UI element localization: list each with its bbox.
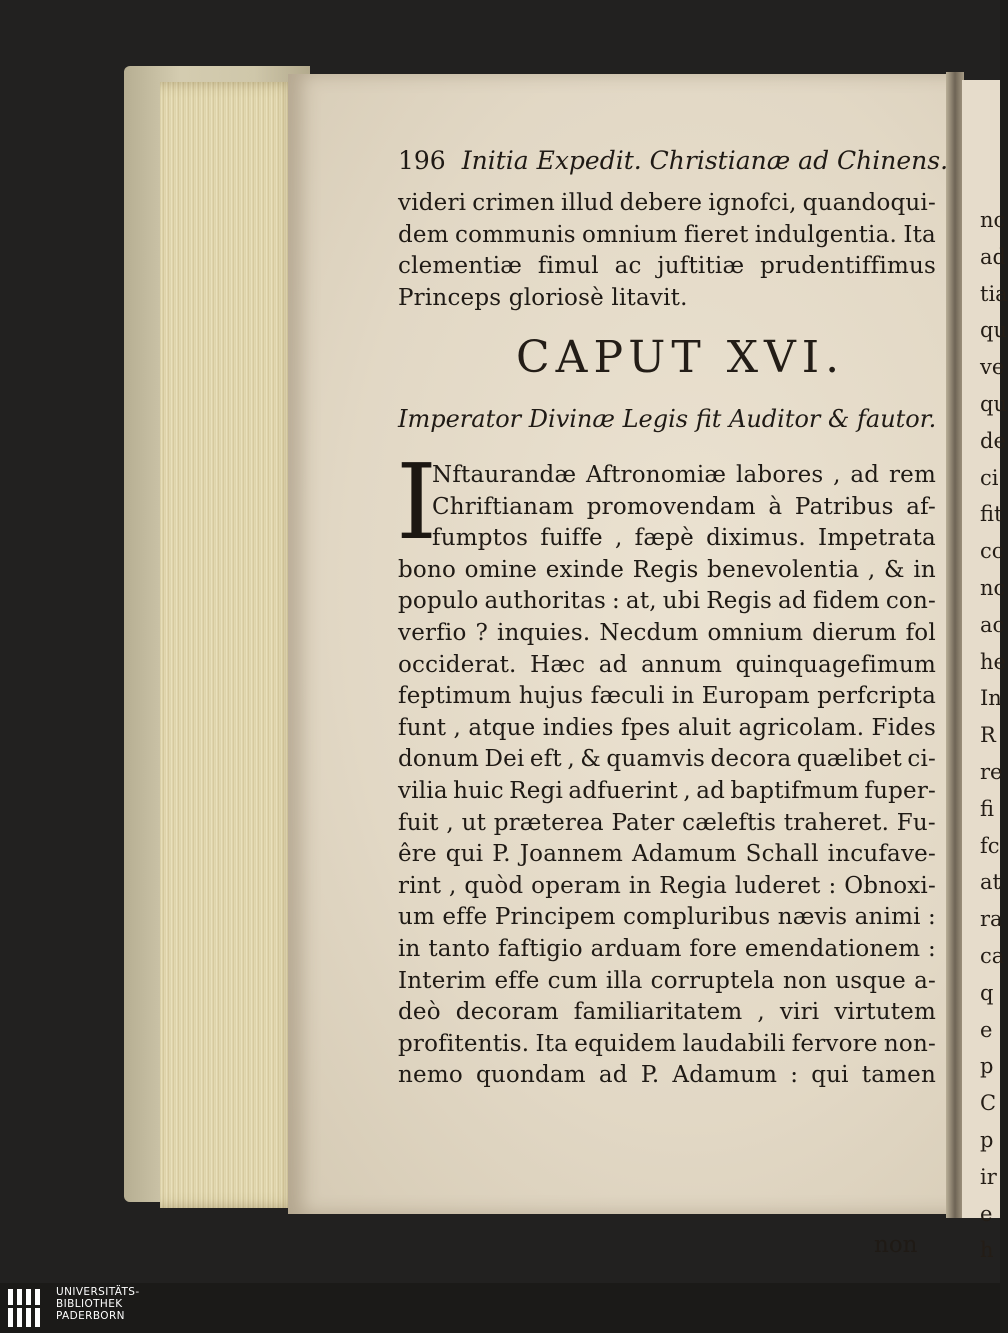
right-page: [962, 80, 1008, 1263]
right-page-fragment: p: [980, 1054, 994, 1079]
right-page-fragment: nc: [980, 576, 1006, 600]
right-page-fragment: ac: [980, 612, 1005, 637]
text-line: profitentis. Ita equidem laudabili fervore non-: [398, 1030, 936, 1057]
text-line: funt , atque indies fpes aluit agricolam. Fides: [398, 714, 936, 741]
text-line: um effe Principem compluribus nævis animi :: [398, 904, 936, 931]
library-name-line-3: PADERBORN: [56, 1310, 125, 1322]
right-page-fragment: ad: [980, 244, 1006, 269]
text-line: in tanto faftigio arduam fore emendationem :: [398, 936, 936, 962]
library-logo-icon: [8, 1287, 50, 1329]
right-page-fragment: de: [980, 428, 1006, 453]
right-page-fragment: tia: [980, 281, 1008, 306]
right-page-fragment: ci: [980, 465, 999, 490]
right-page-fragment: fit: [980, 502, 1003, 527]
text-line: rint , quòd operam in Regia luderet : Obnoxi-: [398, 872, 936, 899]
right-page-fragment: qu: [980, 392, 1007, 416]
chapter-title: CAPUT XVI.: [516, 332, 846, 383]
text-line: Nftaurandæ Aftronomiæ labores , ad rem: [432, 462, 936, 488]
right-page-fragment: p: [980, 1128, 994, 1152]
right-page-fragment: ca: [980, 944, 1005, 968]
text-line: clementiæ fimul ac juftitiæ prudentiffimus: [398, 253, 936, 279]
right-page-fragment: re: [980, 760, 1003, 784]
drop-capital: I: [396, 441, 438, 563]
text-line: bono omine exinde Regis benevolentia , & in: [398, 556, 936, 583]
catchword: non: [874, 1232, 918, 1258]
right-page-fragment: C: [980, 1091, 997, 1116]
page-header: [398, 146, 949, 175]
right-page-fragment: fi: [980, 796, 995, 821]
text-line: êre qui P. Joannem Adamum Schall incufave-: [398, 841, 936, 868]
right-page-fragment: ve: [980, 355, 1005, 380]
text-line: videri crimen illud debere ignofci, quandoqui-: [398, 190, 936, 216]
page-number: 196: [398, 146, 446, 175]
right-page-fragment: ir: [980, 1164, 997, 1189]
right-page-fragment: he: [980, 649, 1006, 674]
text-line: dem communis omnium fieret indulgentia. Ita: [398, 221, 936, 248]
text-line: donum Dei eft , & quamvis decora quælibet ci-: [398, 746, 936, 773]
page-edges: [160, 82, 300, 1208]
library-name-line-1: UNIVERSITÄTS-: [56, 1286, 140, 1298]
right-page-fragment: q: [980, 980, 994, 1005]
text-line: Chriftianam promovendam à Patribus af-: [432, 493, 936, 520]
library-name: [56, 1286, 140, 1322]
text-line: nemo quondam ad P. Adamum : qui tamen: [398, 1062, 936, 1089]
running-title: Initia Expedit. Christianæ ad Chinens.: [461, 146, 949, 175]
library-name-line-2: BIBLIOTHEK: [56, 1298, 123, 1310]
right-page-fragment: qu: [980, 318, 1007, 343]
right-page-fragment: e: [980, 1017, 993, 1042]
right-page-fragment: In: [980, 686, 1002, 711]
text-line: populo authoritas : at, ubi Regis ad fidem con-: [398, 588, 936, 615]
text-line: Interim effe cum illa corruptela non usque a-: [398, 967, 936, 994]
text-line: occiderat. Hæc ad annum quinquagefimum: [398, 651, 936, 678]
chapter-subtitle: Imperator Divinæ Legis fit Auditor & fautor.: [398, 405, 937, 433]
footer-bar: [0, 1283, 1000, 1333]
right-page-fragment: R: [980, 723, 996, 748]
text-line: fumptos fuiffe , fæpè diximus. Impetrata: [432, 525, 936, 552]
right-page-fragment: nc: [980, 208, 1006, 232]
text-line: deò decoram familiaritatem , viri virtutem: [398, 999, 936, 1026]
right-page-fragment: at: [980, 870, 1001, 895]
right-page-fragment: fc: [980, 833, 1000, 858]
right-page-fragment: cc: [980, 539, 1004, 564]
text-line: vilia huic Regi adfuerint , ad baptifmum fuper-: [398, 778, 936, 804]
right-page-fragment: e: [980, 1201, 993, 1226]
text-line: Princeps gloriosè litavit.: [398, 284, 688, 311]
text-line: feptimum hujus fæculi in Europam perfcripta: [398, 683, 936, 710]
text-line: fuit , ut præterea Pater cæleftis traheret. Fu-: [398, 809, 936, 836]
text-line: verfio ? inquies. Necdum omnium dierum fol: [398, 620, 936, 646]
right-page-fragment: ra: [980, 907, 1003, 932]
right-page-fragment: h: [980, 1238, 994, 1263]
